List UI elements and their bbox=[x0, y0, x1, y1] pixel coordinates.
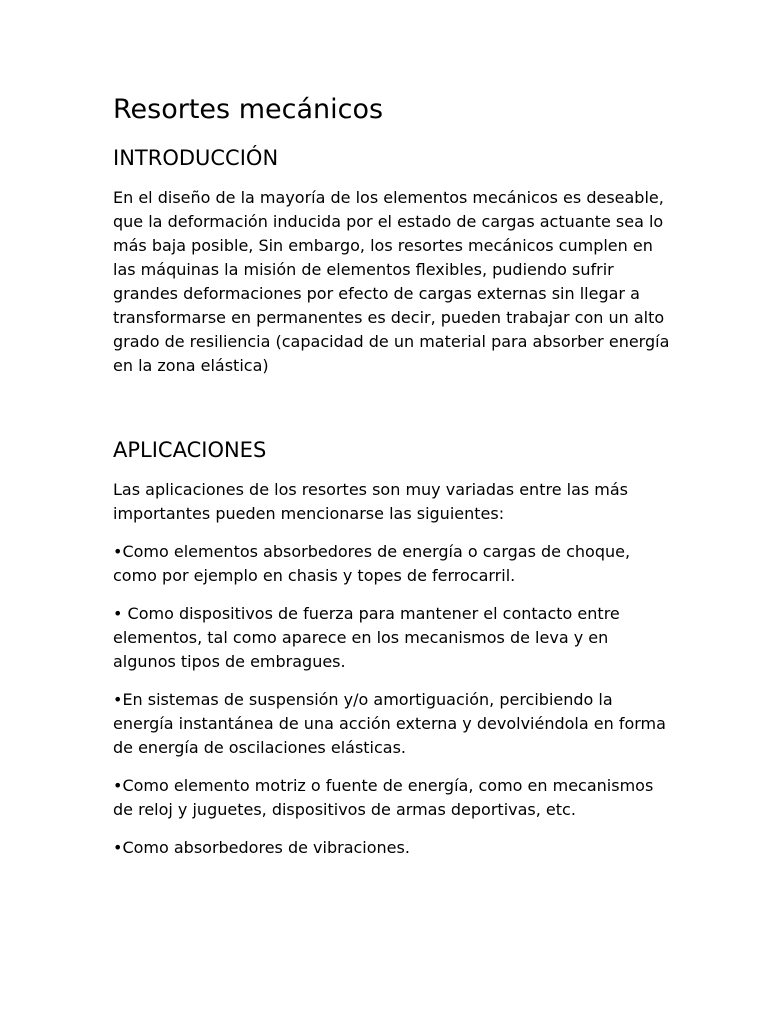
application-item-force-devices: • Como dispositivos de fuerza para mantener el contacto entre elementos, tal como aparece en los mecanismos de leva y en algunos tipos de embragues. bbox=[113, 604, 620, 671]
application-item-suspension: •En sistemas de suspensión y/o amortiguación, percibiendo la energía instantánea de una acción externa y devolviéndola en forma de energía de oscilaciones elásticas. bbox=[113, 690, 666, 757]
document-body bbox=[113, 92, 673, 860]
applications-heading: APLICACIONES bbox=[113, 438, 267, 462]
application-item-vibration-absorbers: •Como absorbedores de vibraciones. bbox=[113, 838, 410, 857]
introduction-heading: INTRODUCCIÓN bbox=[113, 146, 279, 170]
application-item-motive-force: •Como elemento motriz o fuente de energía, como en mecanismos de reloj y juguetes, dispositivos de armas deportivas, etc. bbox=[113, 776, 654, 819]
document-title: Resortes mecánicos bbox=[113, 94, 384, 125]
application-item-energy-absorbers: •Como elementos absorbedores de energía o cargas de choque, como por ejemplo en chasis y topes de ferrocarril. bbox=[113, 542, 631, 585]
introduction-paragraph: En el diseño de la mayoría de los elementos mecánicos es deseable, que la deformación inducida por el estado de cargas actuante sea lo más baja posible, Sin embargo, los resortes mecánicos cumplen en las máquinas la misión de elementos flexibles, pudiendo sufrir grandes deformaciones por efecto de cargas externas sin llegar a transformarse en permanentes es decir, pueden trabajar con un alto grado de resiliencia (capacidad de un material para absorber energía en la zona elástica) bbox=[113, 188, 670, 375]
applications-list bbox=[113, 540, 673, 860]
applications-intro-paragraph: Las aplicaciones de los resortes son muy variadas entre las más importantes pueden mencionarse las siguientes: bbox=[113, 480, 629, 523]
